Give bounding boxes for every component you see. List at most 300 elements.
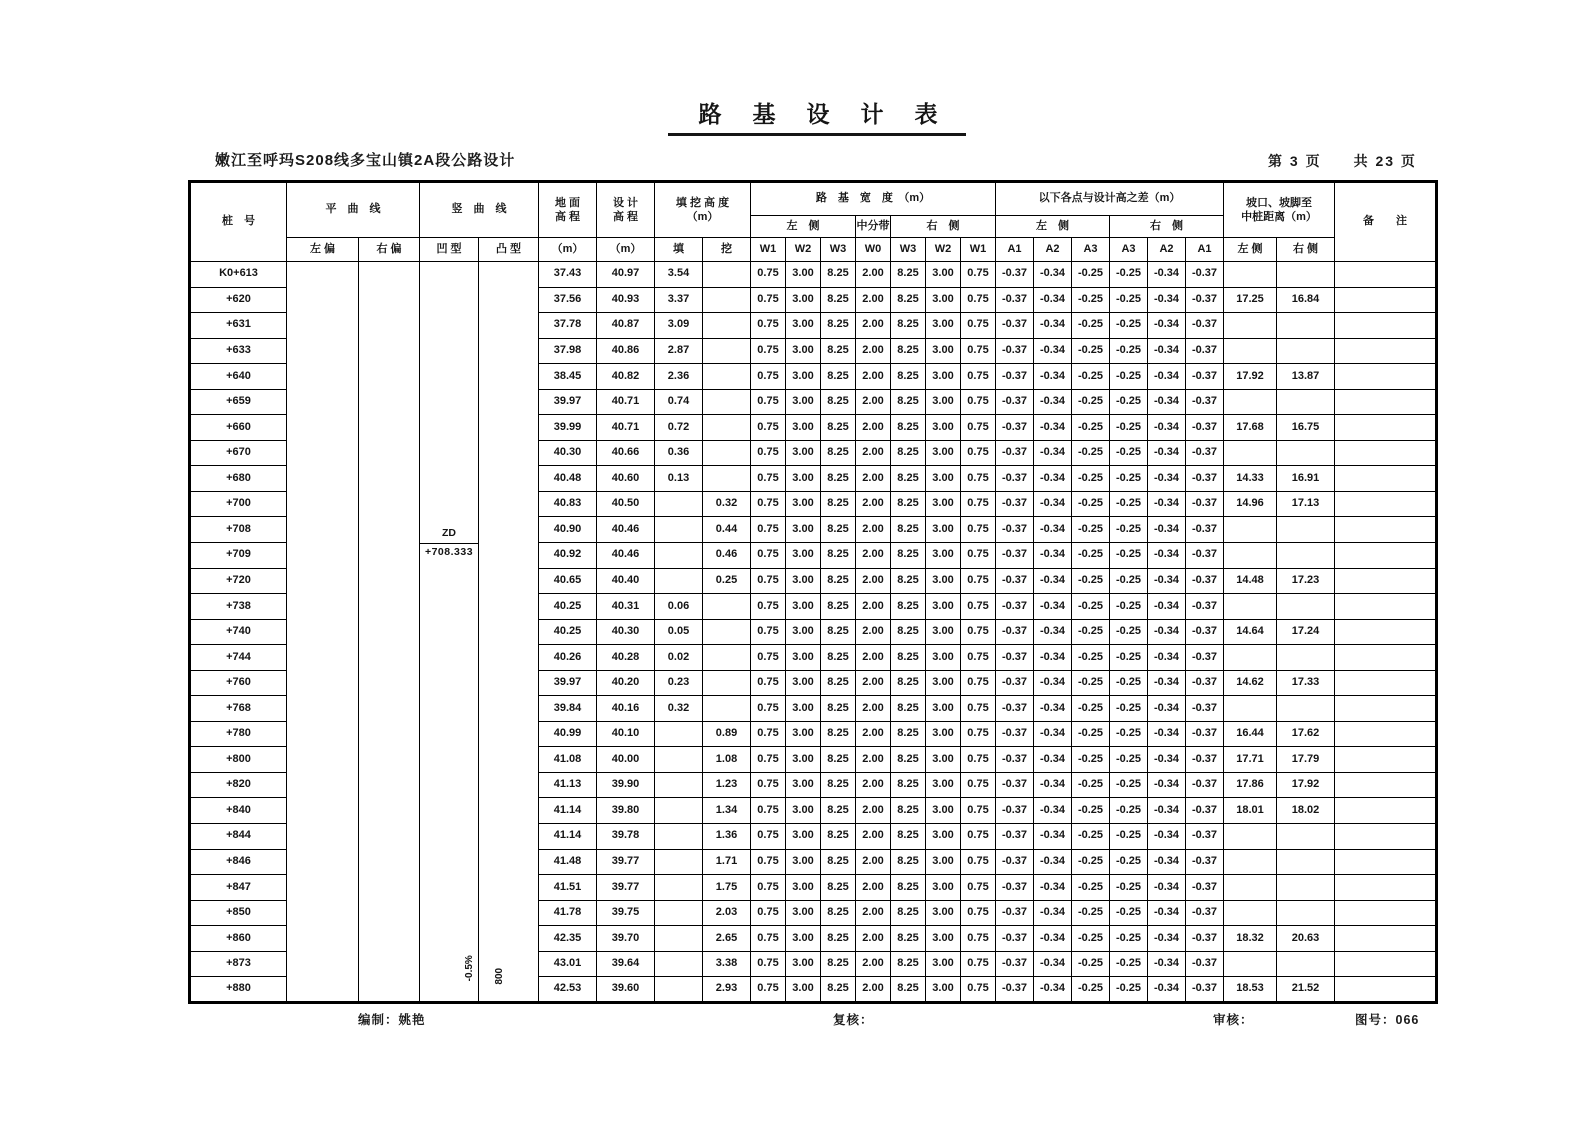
slope-distance-left-cell <box>1224 389 1277 415</box>
stake-number-cell: +740 <box>190 619 287 645</box>
elevation-diff-cell: -0.34 <box>1148 466 1186 492</box>
roadbed-width-cell: 3.00 <box>786 900 821 926</box>
elevation-diff-cell: -0.25 <box>1072 338 1110 364</box>
slope-distance-right-cell <box>1277 262 1335 288</box>
ground-elevation-cell: 43.01 <box>539 951 597 977</box>
header-fill-cut-title: 填 挖 高 度 <box>675 197 730 209</box>
roadbed-width-cell: 8.25 <box>821 875 856 901</box>
header-vertical-curve: 竖 曲 线 <box>420 182 539 238</box>
elevation-diff-cell: -0.37 <box>996 262 1034 288</box>
elevation-diff-cell: -0.37 <box>996 721 1034 747</box>
elevation-diff-cell: -0.34 <box>1034 951 1072 977</box>
zd-station-value: +708.333 <box>424 546 474 558</box>
roadbed-width-cell: 2.00 <box>856 772 891 798</box>
slope-distance-left-cell: 16.44 <box>1224 721 1277 747</box>
header-a2-right: A2 <box>1148 238 1186 262</box>
remark-cell <box>1335 721 1437 747</box>
roadbed-width-cell: 3.00 <box>926 389 961 415</box>
roadbed-width-cell: 3.00 <box>786 338 821 364</box>
slope-distance-left-cell: 18.32 <box>1224 926 1277 952</box>
elevation-diff-cell: -0.25 <box>1072 415 1110 441</box>
elevation-diff-cell: -0.37 <box>1186 594 1224 620</box>
roadbed-width-cell: 0.75 <box>751 849 786 875</box>
roadbed-width-cell: 8.25 <box>891 389 926 415</box>
elevation-diff-cell: -0.25 <box>1072 747 1110 773</box>
elevation-diff-cell: -0.34 <box>1148 670 1186 696</box>
fill-height-cell: 0.06 <box>655 594 703 620</box>
elevation-diff-cell: -0.34 <box>1034 415 1072 441</box>
roadbed-width-cell: 3.00 <box>926 364 961 390</box>
header-horizontal-curve: 平 曲 线 <box>287 182 420 238</box>
roadbed-width-cell: 3.00 <box>786 951 821 977</box>
cut-height-cell <box>703 670 751 696</box>
roadbed-width-cell: 0.75 <box>751 543 786 569</box>
elevation-diff-cell: -0.37 <box>996 364 1034 390</box>
stake-number-cell: +744 <box>190 645 287 671</box>
header-left-deviation: 左 偏 <box>287 238 359 262</box>
roadbed-width-cell: 8.25 <box>821 262 856 288</box>
roadbed-width-cell: 0.75 <box>751 824 786 850</box>
elevation-diff-cell: -0.37 <box>996 594 1034 620</box>
roadbed-width-cell: 3.00 <box>786 440 821 466</box>
remark-cell <box>1335 491 1437 517</box>
roadbed-width-cell: 0.75 <box>751 313 786 339</box>
ground-elevation-cell: 41.08 <box>539 747 597 773</box>
roadbed-width-cell: 0.75 <box>751 772 786 798</box>
fill-height-cell <box>655 951 703 977</box>
elevation-diff-cell: -0.25 <box>1072 798 1110 824</box>
roadbed-width-cell: 3.00 <box>786 645 821 671</box>
roadbed-width-cell: 0.75 <box>961 568 996 594</box>
design-elevation-cell: 39.77 <box>597 849 655 875</box>
fill-height-cell <box>655 517 703 543</box>
slope-distance-right-cell <box>1277 440 1335 466</box>
elevation-diff-cell: -0.34 <box>1034 364 1072 390</box>
roadbed-width-cell: 2.00 <box>856 466 891 492</box>
roadbed-width-cell: 2.00 <box>856 491 891 517</box>
roadbed-width-cell: 0.75 <box>961 364 996 390</box>
elevation-diff-cell: -0.25 <box>1110 415 1148 441</box>
roadbed-width-cell: 3.00 <box>926 568 961 594</box>
ground-elevation-cell: 40.65 <box>539 568 597 594</box>
fill-height-cell <box>655 875 703 901</box>
roadbed-width-cell: 8.25 <box>821 951 856 977</box>
fill-height-cell: 3.37 <box>655 287 703 313</box>
design-elevation-cell: 39.70 <box>597 926 655 952</box>
stake-number-cell: +660 <box>190 415 287 441</box>
elevation-diff-cell: -0.25 <box>1110 568 1148 594</box>
elevation-diff-cell: -0.37 <box>996 440 1034 466</box>
elevation-diff-cell: -0.34 <box>1148 313 1186 339</box>
elevation-diff-cell: -0.25 <box>1110 287 1148 313</box>
fill-height-cell <box>655 900 703 926</box>
header-ground-elevation <box>539 182 597 238</box>
roadbed-width-cell: 3.00 <box>926 670 961 696</box>
roadbed-width-cell: 3.00 <box>786 364 821 390</box>
header-design-elevation <box>597 182 655 238</box>
roadbed-width-cell: 3.00 <box>926 517 961 543</box>
elevation-diff-cell: -0.37 <box>1186 772 1224 798</box>
roadbed-width-cell: 2.00 <box>856 670 891 696</box>
roadbed-width-cell: 3.00 <box>926 926 961 952</box>
slope-distance-right-cell <box>1277 338 1335 364</box>
cut-height-cell <box>703 440 751 466</box>
remark-cell <box>1335 517 1437 543</box>
design-elevation-cell: 39.78 <box>597 824 655 850</box>
roadbed-width-cell: 2.00 <box>856 594 891 620</box>
fill-height-cell: 3.09 <box>655 313 703 339</box>
cut-height-cell: 2.93 <box>703 977 751 1003</box>
roadbed-width-cell: 2.00 <box>856 338 891 364</box>
roadbed-width-cell: 8.25 <box>891 798 926 824</box>
header-a3-right: A3 <box>1110 238 1148 262</box>
elevation-diff-cell: -0.25 <box>1072 313 1110 339</box>
header-convex: 凸 型 <box>479 238 539 262</box>
slope-distance-left-cell: 14.48 <box>1224 568 1277 594</box>
roadbed-width-cell: 3.00 <box>786 517 821 543</box>
ground-elevation-cell: 40.92 <box>539 543 597 569</box>
elevation-diff-cell: -0.34 <box>1148 977 1186 1003</box>
remark-cell <box>1335 798 1437 824</box>
slope-distance-left-cell <box>1224 849 1277 875</box>
elevation-diff-cell: -0.34 <box>1148 747 1186 773</box>
elevation-diff-cell: -0.34 <box>1034 670 1072 696</box>
elevation-diff-cell: -0.34 <box>1034 517 1072 543</box>
roadbed-width-cell: 3.00 <box>926 440 961 466</box>
cut-height-cell: 1.36 <box>703 824 751 850</box>
cut-height-cell <box>703 287 751 313</box>
elevation-diff-cell: -0.37 <box>996 798 1034 824</box>
roadbed-width-cell: 3.00 <box>926 415 961 441</box>
elevation-diff-cell: -0.25 <box>1110 389 1148 415</box>
page-indicator: 第 3 页 共 23 页 <box>1268 153 1417 169</box>
ground-elevation-cell: 40.90 <box>539 517 597 543</box>
roadbed-width-cell: 3.00 <box>926 696 961 722</box>
table-row <box>190 262 1437 288</box>
ground-elevation-cell: 39.99 <box>539 415 597 441</box>
stake-number-cell: +840 <box>190 798 287 824</box>
header-ground-line1: 地 面 <box>554 197 581 209</box>
header-stake: 桩 号 <box>190 182 287 262</box>
elevation-diff-cell: -0.34 <box>1148 543 1186 569</box>
roadbed-width-cell: 8.25 <box>891 824 926 850</box>
elevation-diff-cell: -0.37 <box>996 313 1034 339</box>
elevation-diff-cell: -0.37 <box>1186 415 1224 441</box>
roadbed-width-cell: 8.25 <box>891 926 926 952</box>
elevation-diff-cell: -0.34 <box>1148 926 1186 952</box>
roadbed-width-cell: 3.00 <box>786 849 821 875</box>
elevation-diff-cell: -0.25 <box>1110 645 1148 671</box>
header-design-line2: 高 程 <box>612 211 639 223</box>
zd-divider-line <box>419 543 479 544</box>
remark-cell <box>1335 568 1437 594</box>
elevation-diff-cell: -0.37 <box>996 849 1034 875</box>
roadbed-width-cell: 0.75 <box>751 696 786 722</box>
footer-checked-by: 复核： <box>833 1013 874 1027</box>
remark-cell <box>1335 824 1437 850</box>
header-width-right: 右 侧 <box>891 216 996 238</box>
roadbed-width-cell: 8.25 <box>821 696 856 722</box>
roadbed-width-cell: 0.75 <box>961 824 996 850</box>
fill-height-cell: 3.54 <box>655 262 703 288</box>
slope-distance-right-cell <box>1277 875 1335 901</box>
elevation-diff-cell: -0.25 <box>1110 543 1148 569</box>
elevation-diff-cell: -0.34 <box>1148 951 1186 977</box>
roadbed-width-cell: 8.25 <box>821 389 856 415</box>
slope-distance-left-cell <box>1224 951 1277 977</box>
cut-height-cell: 1.08 <box>703 747 751 773</box>
remark-cell <box>1335 900 1437 926</box>
roadbed-width-cell: 3.00 <box>786 313 821 339</box>
elevation-diff-cell: -0.25 <box>1072 645 1110 671</box>
roadbed-width-cell: 2.00 <box>856 977 891 1003</box>
roadbed-width-cell: 8.25 <box>821 619 856 645</box>
elevation-diff-cell: -0.34 <box>1148 517 1186 543</box>
ground-elevation-cell: 41.78 <box>539 900 597 926</box>
header-design-line1: 设 计 <box>612 197 639 209</box>
elevation-diff-cell: -0.37 <box>1186 517 1224 543</box>
ground-elevation-cell: 37.43 <box>539 262 597 288</box>
slope-distance-right-cell: 17.92 <box>1277 772 1335 798</box>
remark-cell <box>1335 543 1437 569</box>
stake-number-cell: +659 <box>190 389 287 415</box>
elevation-diff-cell: -0.25 <box>1072 875 1110 901</box>
cut-height-cell: 0.25 <box>703 568 751 594</box>
elevation-diff-cell: -0.34 <box>1034 440 1072 466</box>
elevation-diff-cell: -0.37 <box>1186 951 1224 977</box>
design-elevation-cell: 39.64 <box>597 951 655 977</box>
slope-distance-left-cell: 17.86 <box>1224 772 1277 798</box>
slope-distance-right-cell <box>1277 543 1335 569</box>
remark-cell <box>1335 466 1437 492</box>
roadbed-width-cell: 3.00 <box>786 875 821 901</box>
roadbed-width-cell: 3.00 <box>786 415 821 441</box>
remark-cell <box>1335 338 1437 364</box>
elevation-diff-cell: -0.34 <box>1148 798 1186 824</box>
remark-cell <box>1335 287 1437 313</box>
elevation-diff-cell: -0.37 <box>1186 287 1224 313</box>
roadbed-width-cell: 8.25 <box>821 466 856 492</box>
stake-number-cell: +846 <box>190 849 287 875</box>
stake-number-cell: +680 <box>190 466 287 492</box>
slope-distance-right-cell: 20.63 <box>1277 926 1335 952</box>
ground-elevation-cell: 39.84 <box>539 696 597 722</box>
cut-height-cell: 1.71 <box>703 849 751 875</box>
slope-distance-right-cell: 17.24 <box>1277 619 1335 645</box>
header-ground-line2: 高 程 <box>554 211 581 223</box>
cut-height-cell <box>703 364 751 390</box>
elevation-diff-cell: -0.25 <box>1072 721 1110 747</box>
curve-radius-annotation: 800 <box>493 967 505 985</box>
ground-elevation-cell: 41.51 <box>539 875 597 901</box>
stake-number-cell: +780 <box>190 721 287 747</box>
design-elevation-cell: 40.60 <box>597 466 655 492</box>
roadbed-width-cell: 8.25 <box>821 772 856 798</box>
stake-number-cell: +873 <box>190 951 287 977</box>
elevation-diff-cell: -0.37 <box>996 747 1034 773</box>
roadbed-width-cell: 0.75 <box>751 619 786 645</box>
roadbed-width-cell: 3.00 <box>786 466 821 492</box>
slope-distance-right-cell: 17.23 <box>1277 568 1335 594</box>
elevation-diff-cell: -0.34 <box>1034 338 1072 364</box>
roadbed-width-cell: 8.25 <box>821 364 856 390</box>
elevation-diff-cell: -0.34 <box>1034 313 1072 339</box>
fill-height-cell: 0.36 <box>655 440 703 466</box>
stake-number-cell: +760 <box>190 670 287 696</box>
roadbed-width-cell: 8.25 <box>891 721 926 747</box>
ground-elevation-cell: 40.99 <box>539 721 597 747</box>
elevation-diff-cell: -0.25 <box>1072 491 1110 517</box>
slope-distance-left-cell <box>1224 517 1277 543</box>
elevation-diff-cell: -0.25 <box>1072 619 1110 645</box>
design-elevation-cell: 40.66 <box>597 440 655 466</box>
slope-distance-left-cell <box>1224 338 1277 364</box>
elevation-diff-cell: -0.25 <box>1110 517 1148 543</box>
page-title: 路 基 设 计 表 <box>698 101 942 127</box>
elevation-diff-cell: -0.34 <box>1034 543 1072 569</box>
ground-elevation-cell: 41.14 <box>539 824 597 850</box>
roadbed-width-cell: 0.75 <box>961 287 996 313</box>
fill-height-cell <box>655 977 703 1003</box>
slope-distance-right-cell <box>1277 517 1335 543</box>
roadbed-width-cell: 3.00 <box>926 619 961 645</box>
roadbed-width-cell: 0.75 <box>751 875 786 901</box>
cut-height-cell: 0.32 <box>703 491 751 517</box>
fill-height-cell <box>655 824 703 850</box>
elevation-diff-cell: -0.34 <box>1148 875 1186 901</box>
slope-distance-left-cell <box>1224 824 1277 850</box>
slope-distance-right-cell: 17.33 <box>1277 670 1335 696</box>
elevation-diff-cell: -0.37 <box>996 619 1034 645</box>
elevation-diff-cell: -0.37 <box>996 517 1034 543</box>
roadbed-width-cell: 2.00 <box>856 440 891 466</box>
design-elevation-cell: 40.30 <box>597 619 655 645</box>
roadbed-width-cell: 0.75 <box>751 440 786 466</box>
slope-distance-left-cell <box>1224 900 1277 926</box>
fill-height-cell <box>655 926 703 952</box>
elevation-diff-cell: -0.25 <box>1072 824 1110 850</box>
elevation-diff-cell: -0.25 <box>1110 670 1148 696</box>
header-cut: 挖 <box>703 238 751 262</box>
design-elevation-cell: 40.00 <box>597 747 655 773</box>
slope-distance-right-cell <box>1277 824 1335 850</box>
header-a3-left: A3 <box>1072 238 1110 262</box>
design-elevation-cell: 40.71 <box>597 389 655 415</box>
elevation-diff-cell: -0.25 <box>1110 262 1148 288</box>
roadbed-width-cell: 8.25 <box>821 568 856 594</box>
roadbed-width-cell: 2.00 <box>856 543 891 569</box>
roadbed-width-cell: 3.00 <box>926 798 961 824</box>
design-elevation-cell: 40.28 <box>597 645 655 671</box>
header-w3-right: W3 <box>891 238 926 262</box>
stake-number-cell: +880 <box>190 977 287 1003</box>
roadbed-width-cell: 8.25 <box>821 313 856 339</box>
elevation-diff-cell: -0.37 <box>1186 313 1224 339</box>
ground-elevation-cell: 37.78 <box>539 313 597 339</box>
roadbed-width-cell: 3.00 <box>786 568 821 594</box>
elevation-diff-cell: -0.37 <box>1186 645 1224 671</box>
elevation-diff-cell: -0.37 <box>996 824 1034 850</box>
remark-cell <box>1335 875 1437 901</box>
roadbed-width-cell: 3.00 <box>926 262 961 288</box>
roadbed-width-cell: 2.00 <box>856 389 891 415</box>
elevation-diff-cell: -0.37 <box>1186 875 1224 901</box>
slope-distance-left-cell <box>1224 543 1277 569</box>
roadbed-width-cell: 0.75 <box>961 721 996 747</box>
slope-distance-left-cell <box>1224 594 1277 620</box>
ground-elevation-cell: 39.97 <box>539 389 597 415</box>
roadbed-width-cell: 0.75 <box>961 466 996 492</box>
elevation-diff-cell: -0.25 <box>1110 824 1148 850</box>
roadbed-width-cell: 2.00 <box>856 262 891 288</box>
elevation-diff-cell: -0.37 <box>996 389 1034 415</box>
elevation-diff-cell: -0.34 <box>1034 824 1072 850</box>
roadbed-width-cell: 8.25 <box>821 670 856 696</box>
stake-number-cell: +709 <box>190 543 287 569</box>
elevation-diff-cell: -0.25 <box>1110 338 1148 364</box>
roadbed-width-cell: 8.25 <box>891 568 926 594</box>
stake-number-cell: +768 <box>190 696 287 722</box>
remark-cell <box>1335 619 1437 645</box>
header-w2-right: W2 <box>926 238 961 262</box>
header-fill-cut-unit: （m） <box>686 211 719 223</box>
roadbed-width-cell: 8.25 <box>821 977 856 1003</box>
elevation-diff-cell: -0.34 <box>1148 900 1186 926</box>
elevation-diff-cell: -0.34 <box>1034 287 1072 313</box>
roadbed-width-cell: 2.00 <box>856 313 891 339</box>
elevation-diff-cell: -0.37 <box>1186 364 1224 390</box>
roadbed-width-cell: 8.25 <box>821 338 856 364</box>
elevation-diff-cell: -0.34 <box>1148 338 1186 364</box>
roadbed-width-cell: 8.25 <box>821 543 856 569</box>
roadbed-width-cell: 3.00 <box>926 338 961 364</box>
elevation-diff-cell: -0.25 <box>1072 568 1110 594</box>
roadbed-width-cell: 0.75 <box>961 772 996 798</box>
elevation-diff-cell: -0.25 <box>1072 466 1110 492</box>
elevation-diff-cell: -0.25 <box>1110 440 1148 466</box>
elevation-diff-cell: -0.25 <box>1110 747 1148 773</box>
slope-distance-right-cell <box>1277 389 1335 415</box>
roadbed-width-cell: 8.25 <box>821 415 856 441</box>
elevation-diff-cell: -0.34 <box>1148 645 1186 671</box>
header-concave: 凹 型 <box>420 238 479 262</box>
ground-elevation-cell: 41.14 <box>539 798 597 824</box>
roadbed-width-cell: 2.00 <box>856 287 891 313</box>
remark-cell <box>1335 364 1437 390</box>
roadbed-width-cell: 8.25 <box>821 645 856 671</box>
roadbed-width-cell: 8.25 <box>891 900 926 926</box>
fill-height-cell: 0.13 <box>655 466 703 492</box>
design-elevation-cell: 40.16 <box>597 696 655 722</box>
header-a1-right: A1 <box>1186 238 1224 262</box>
stake-number-cell: +640 <box>190 364 287 390</box>
elevation-diff-cell: -0.37 <box>1186 440 1224 466</box>
elevation-diff-cell: -0.37 <box>1186 543 1224 569</box>
elevation-diff-cell: -0.37 <box>996 977 1034 1003</box>
roadbed-width-cell: 3.00 <box>786 772 821 798</box>
roadbed-width-cell: 8.25 <box>891 951 926 977</box>
roadbed-width-cell: 0.75 <box>961 594 996 620</box>
ground-elevation-cell: 41.48 <box>539 849 597 875</box>
elevation-diff-cell: -0.34 <box>1148 619 1186 645</box>
roadbed-width-cell: 8.25 <box>891 364 926 390</box>
remark-cell <box>1335 696 1437 722</box>
roadbed-width-cell: 8.25 <box>891 747 926 773</box>
cut-height-cell <box>703 313 751 339</box>
right-deviation-strip <box>359 262 420 1003</box>
fill-height-cell: 0.05 <box>655 619 703 645</box>
elevation-diff-cell: -0.25 <box>1072 594 1110 620</box>
